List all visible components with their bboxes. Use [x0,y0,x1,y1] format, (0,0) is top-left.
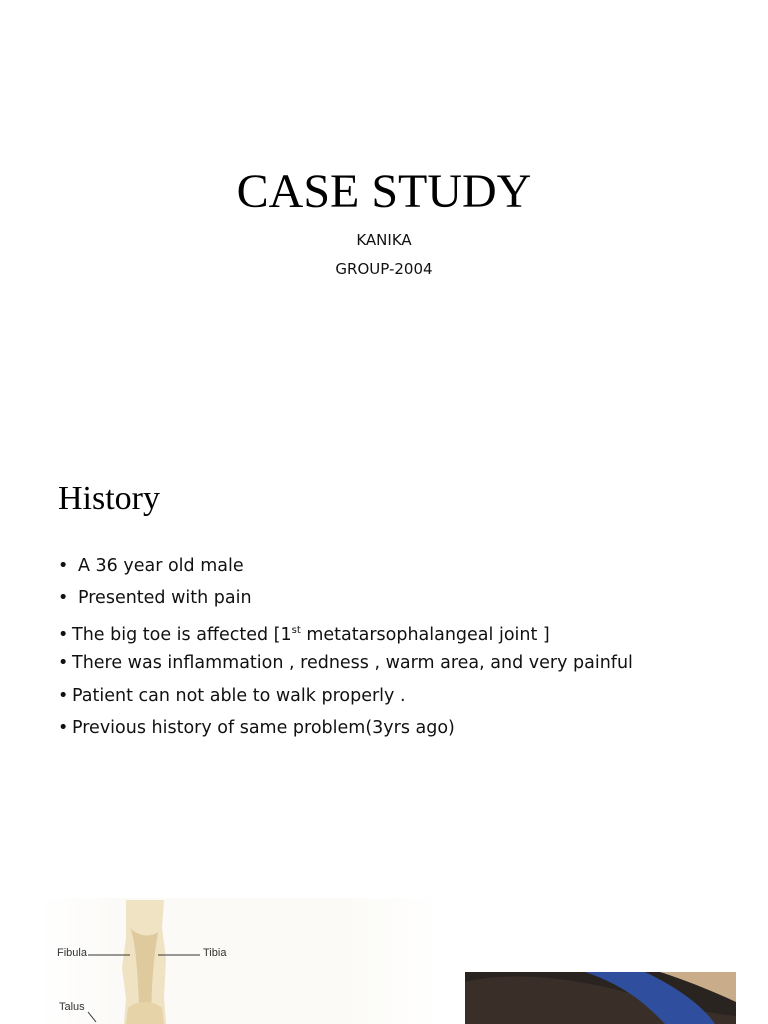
image-slide [0,870,768,1024]
bullet-text: Patient can not able to walk properly . [72,685,406,706]
talus-bone [126,1002,164,1024]
bullet-superscript: st [291,624,301,636]
talus-label: Talus [59,1001,85,1013]
talus-leader-line [88,1012,96,1022]
history-slide [0,430,768,870]
bullet-text-pre: The big toe is affected [1 [72,624,292,645]
title-slide [0,0,768,430]
bullet-icon: • [58,653,69,674]
bullet-text-post: metatarsophalangeal joint ] [300,624,550,645]
bullet-item [58,582,738,614]
ankle-anatomy-illustration [40,898,440,1024]
history-bullet-list [58,550,738,744]
bullet-icon: • [58,717,69,738]
foot-photo [465,972,736,1024]
bullet-text: Previous history of same problem(3yrs ago) [72,717,455,738]
ankle-anatomy-figure [40,898,440,1024]
bullet-icon: • [58,685,69,706]
slide-title: CASE STUDY [236,165,532,218]
bullet-icon: • [58,556,69,576]
author-name: KANIKA [356,231,412,249]
bullet-icon: • [58,588,69,609]
bullet-text: Presented with pain [78,588,252,609]
bullet-icon: • [58,624,69,645]
bullet-item [58,615,738,647]
bullet-text: There was inflammation , redness , warm area, and very painful [72,653,633,674]
bullet-item [58,647,738,679]
foot-photo-illustration [465,972,736,1024]
bullet-item [58,550,738,582]
fibula-label: Fibula [57,947,87,959]
bullet-item [58,680,738,712]
history-heading: History [58,480,160,517]
tibia-label: Tibia [203,947,227,959]
group-label: GROUP-2004 [335,260,433,278]
bullet-text: A 36 year old male [78,556,244,576]
bullet-item [58,712,738,744]
